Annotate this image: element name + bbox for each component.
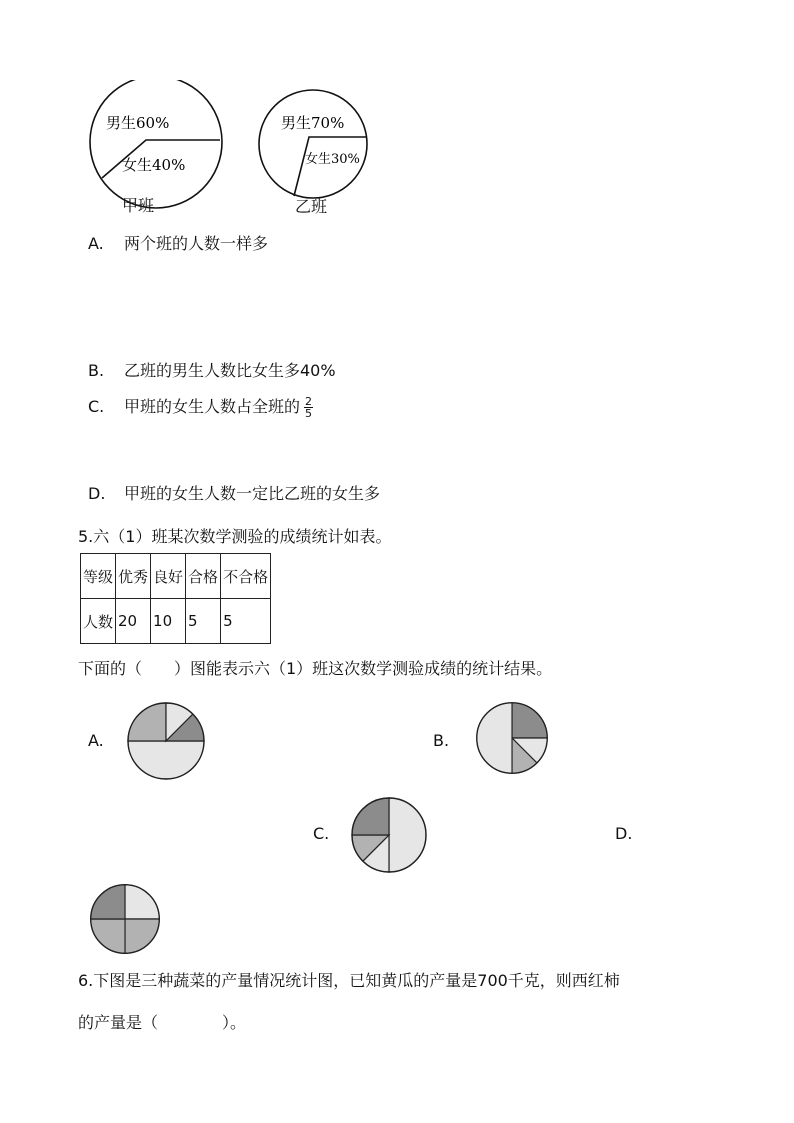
q4-pie-jia-boys-label: 男生60%	[106, 114, 170, 132]
fraction-denominator: 5	[305, 407, 313, 420]
pie-slice	[389, 798, 426, 872]
q4-option-c-text: 甲班的女生人数占全班的	[124, 397, 301, 416]
q4-option-c-letter: C.	[88, 397, 105, 416]
q4-option-a-letter: A.	[88, 234, 104, 253]
q4-option-c-fraction	[304, 396, 313, 419]
q4-pie-yi-outline	[259, 90, 367, 198]
table-header-cell: 良好	[151, 554, 186, 599]
q4-pie-jia-girls-label: 女生40%	[122, 156, 186, 174]
table-cell: 5	[186, 599, 221, 644]
q5-option-c-letter[interactable]: C.	[313, 824, 330, 843]
pie-slice	[477, 703, 512, 773]
q4-option-b[interactable]	[88, 358, 336, 381]
q6-stem-line2: 的产量是（ ）。	[78, 1013, 247, 1032]
q4-pie-jia	[80, 80, 240, 220]
table-row	[81, 599, 271, 644]
q4-option-b-text: 乙班的男生人数比女生多40%	[124, 361, 336, 380]
q4-pie-jia-title: 甲班	[122, 196, 155, 215]
q5-pie-c[interactable]	[347, 793, 431, 877]
q5-pie-d[interactable]	[85, 879, 165, 959]
q4-pie-yi-title: 乙班	[295, 197, 328, 216]
q4-option-c[interactable]	[88, 394, 313, 419]
q4-option-a-text: 两个班的人数一样多	[124, 234, 269, 253]
q4-option-a[interactable]	[88, 231, 268, 254]
table-header-cell: 不合格	[221, 554, 271, 599]
q5-prompt: 下面的（ ）图能表示六（1）班这次数学测验成绩的统计结果。	[78, 659, 553, 678]
q5-pie-a[interactable]	[124, 699, 208, 783]
q5-option-d-letter[interactable]: D.	[615, 824, 633, 843]
table-cell: 5	[221, 599, 271, 644]
q5-pie-b[interactable]	[472, 698, 552, 778]
q5-option-a-letter[interactable]: A.	[88, 731, 104, 750]
table-row	[81, 554, 271, 599]
q4-option-b-letter: B.	[88, 361, 105, 380]
fraction-numerator: 2	[305, 395, 313, 408]
table-header-cell: 优秀	[116, 554, 151, 599]
q4-option-d[interactable]	[88, 481, 380, 504]
q5-grade-table	[80, 553, 271, 644]
q4-pie-jia-outline	[90, 80, 222, 208]
q4-pie-yi-boys-label: 男生70%	[281, 114, 345, 132]
q4-pie-yi-girls-label: 女生30%	[305, 152, 360, 167]
q5-stem: 5.六（1）班某次数学测验的成绩统计如表。	[78, 527, 392, 546]
pie-slice	[128, 741, 204, 779]
q4-option-d-text: 甲班的女生人数一定比乙班的女生多	[124, 484, 381, 503]
table-cell: 10	[151, 599, 186, 644]
q4-option-d-letter: D.	[88, 484, 106, 503]
table-header-cell: 等级	[81, 554, 116, 599]
table-cell: 人数	[81, 599, 116, 644]
table-cell: 20	[116, 599, 151, 644]
q6-stem-line1: 6.下图是三种蔬菜的产量情况统计图，已知黄瓜的产量是700千克，则西红柿	[78, 971, 620, 990]
table-header-cell: 合格	[186, 554, 221, 599]
q5-option-b-letter[interactable]: B.	[433, 731, 450, 750]
